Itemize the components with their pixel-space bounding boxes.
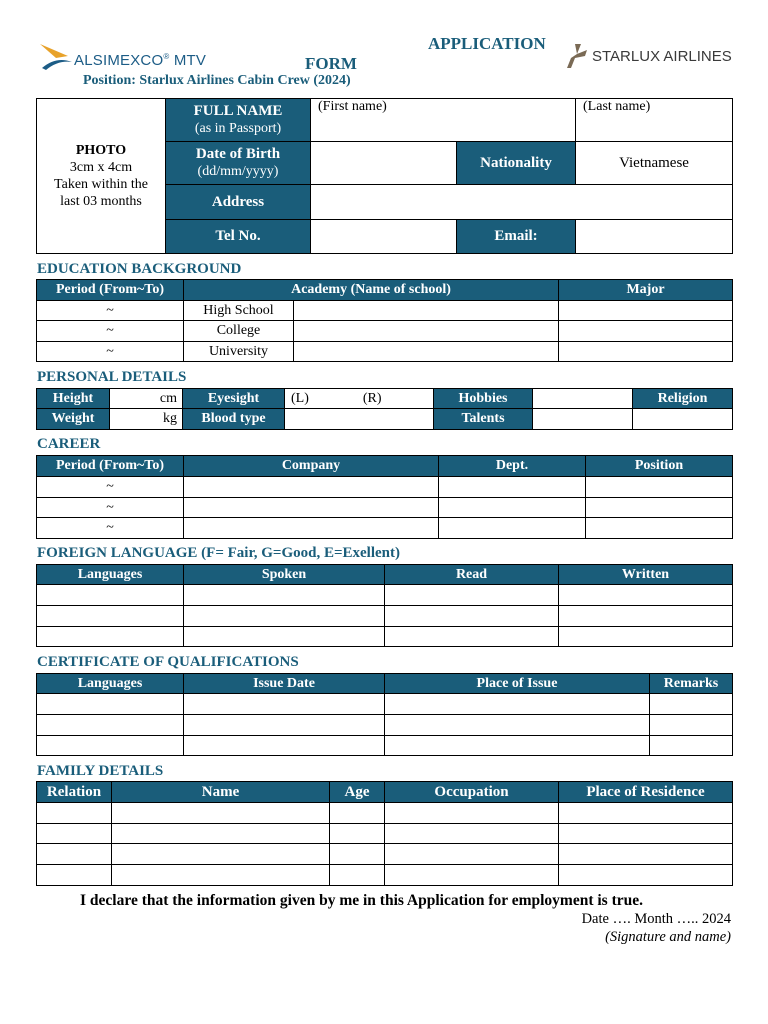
nationality-value[interactable]: Vietnamese bbox=[576, 142, 733, 185]
starlux-star-icon bbox=[567, 44, 589, 68]
language-cell[interactable] bbox=[37, 627, 184, 647]
language-cell[interactable] bbox=[37, 585, 184, 606]
blood-field[interactable] bbox=[285, 409, 434, 430]
alsimexco-logo bbox=[38, 42, 208, 72]
language-row bbox=[37, 606, 733, 627]
family-header-age: Age bbox=[330, 782, 385, 803]
certificate-row bbox=[37, 715, 733, 736]
education-level: High School bbox=[184, 301, 294, 321]
logo-left-name: ALSIMEXCO bbox=[74, 52, 164, 69]
logo-left-mtv: MTV bbox=[173, 52, 207, 69]
talents-field[interactable] bbox=[533, 409, 633, 430]
occupation-cell[interactable] bbox=[385, 844, 559, 865]
family-row bbox=[37, 824, 733, 844]
weight-label: Weight bbox=[37, 409, 110, 430]
last-name-field[interactable] bbox=[576, 99, 733, 142]
education-table bbox=[36, 279, 733, 362]
spoken-cell[interactable] bbox=[184, 627, 385, 647]
written-cell[interactable] bbox=[559, 627, 733, 647]
career-header-company: Company bbox=[184, 456, 439, 477]
read-cell[interactable] bbox=[385, 606, 559, 627]
address-label: Address bbox=[166, 185, 311, 220]
certificate-header-issue-date: Issue Date bbox=[184, 674, 385, 694]
first-name-label: (First name) bbox=[318, 99, 387, 114]
certificate-table bbox=[36, 673, 733, 756]
residence-cell[interactable] bbox=[559, 844, 733, 865]
read-cell[interactable] bbox=[385, 627, 559, 647]
career-dept-field[interactable] bbox=[439, 518, 586, 539]
language-header-languages: Languages bbox=[37, 565, 184, 585]
certificate-header-place: Place of Issue bbox=[385, 674, 650, 694]
career-company-field[interactable] bbox=[184, 518, 439, 539]
last-name-label: (Last name) bbox=[583, 99, 651, 114]
education-period[interactable]: ~ bbox=[37, 301, 184, 321]
place-of-issue-cell[interactable] bbox=[385, 694, 650, 715]
weight-field[interactable] bbox=[110, 409, 183, 430]
date-line: Date …. Month ….. 2024 bbox=[581, 911, 731, 927]
email-label: Email: bbox=[457, 220, 576, 254]
photo-size: 3cm x 4cm bbox=[69, 160, 133, 175]
read-cell[interactable] bbox=[385, 585, 559, 606]
eyesight-field[interactable] bbox=[285, 389, 434, 409]
weight-unit: kg bbox=[163, 411, 177, 426]
education-major-field[interactable] bbox=[559, 342, 733, 362]
issue-date-cell[interactable] bbox=[184, 736, 385, 756]
issue-date-cell[interactable] bbox=[184, 694, 385, 715]
blood-label: Blood type bbox=[183, 409, 285, 430]
language-header-spoken: Spoken bbox=[184, 565, 385, 585]
residence-cell[interactable] bbox=[559, 865, 733, 886]
education-title: EDUCATION BACKGROUND bbox=[37, 261, 242, 277]
relation-cell[interactable] bbox=[37, 865, 112, 886]
name-cell[interactable] bbox=[112, 803, 330, 824]
career-title: CAREER bbox=[37, 436, 101, 452]
eye-left-label: (L) bbox=[291, 390, 309, 406]
language-header-read: Read bbox=[385, 565, 559, 585]
height-label: Height bbox=[37, 389, 110, 409]
logo-left-reg: ® bbox=[163, 52, 170, 61]
family-title: FAMILY DETAILS bbox=[37, 763, 164, 779]
residence-cell[interactable] bbox=[559, 824, 733, 844]
occupation-cell[interactable] bbox=[385, 824, 559, 844]
career-position-field[interactable] bbox=[586, 498, 733, 518]
name-cell[interactable] bbox=[112, 865, 330, 886]
certificate-header-remarks: Remarks bbox=[650, 674, 733, 694]
religion-label: Religion bbox=[633, 389, 733, 409]
education-row bbox=[37, 321, 733, 342]
family-row bbox=[37, 803, 733, 824]
certificate-header-languages: Languages bbox=[37, 674, 184, 694]
photo-cell bbox=[37, 99, 166, 254]
career-row bbox=[37, 518, 733, 539]
eye-right-label: (R) bbox=[362, 390, 382, 406]
eyesight-label: Eyesight bbox=[183, 389, 285, 409]
nationality-label: Nationality bbox=[457, 142, 576, 185]
language-title: FOREIGN LANGUAGE (F= Fair, G=Good, E=Exellent) bbox=[37, 545, 401, 561]
career-header-dept: Dept. bbox=[439, 456, 586, 477]
declaration: I declare that the information given by me in this Application for employment is true. bbox=[80, 892, 644, 909]
position-line: Position: Starlux Airlines Cabin Crew (2024) bbox=[83, 73, 351, 88]
education-school-field[interactable] bbox=[294, 301, 559, 321]
remarks-cell[interactable] bbox=[650, 694, 733, 715]
title-application: APPLICATION bbox=[428, 34, 546, 53]
written-cell[interactable] bbox=[559, 606, 733, 627]
education-header-academy: Academy (Name of school) bbox=[184, 280, 559, 301]
education-school-field[interactable] bbox=[294, 321, 559, 342]
career-company-field[interactable] bbox=[184, 498, 439, 518]
personal-table bbox=[36, 388, 733, 430]
logo-right-name: STARLUX AIRLINES bbox=[592, 48, 732, 65]
name-cell[interactable] bbox=[112, 844, 330, 865]
address-field[interactable] bbox=[311, 185, 733, 220]
name-cell[interactable] bbox=[112, 824, 330, 844]
dob-title: Date of Birth bbox=[195, 146, 281, 162]
career-company-field[interactable] bbox=[184, 477, 439, 498]
certificate-language-cell[interactable] bbox=[37, 715, 184, 736]
place-of-issue-cell[interactable] bbox=[385, 736, 650, 756]
career-position-field[interactable] bbox=[586, 518, 733, 539]
full-name-sub: (as in Passport) bbox=[194, 121, 282, 136]
photo-note2: last 03 months bbox=[60, 194, 142, 209]
email-field[interactable] bbox=[576, 220, 733, 254]
language-table bbox=[36, 564, 733, 647]
issue-date-cell[interactable] bbox=[184, 715, 385, 736]
career-table bbox=[36, 455, 733, 539]
written-cell[interactable] bbox=[559, 585, 733, 606]
family-header-name: Name bbox=[112, 782, 330, 803]
first-name-field[interactable] bbox=[311, 99, 576, 142]
dob-label bbox=[166, 142, 311, 185]
career-row bbox=[37, 498, 733, 518]
relation-cell[interactable] bbox=[37, 824, 112, 844]
education-major-field[interactable] bbox=[559, 321, 733, 342]
tel-field[interactable] bbox=[311, 220, 457, 254]
career-header-period: Period (From~To) bbox=[37, 456, 184, 477]
full-name-label bbox=[166, 99, 311, 142]
language-cell[interactable] bbox=[37, 606, 184, 627]
education-period[interactable]: ~ bbox=[37, 342, 184, 362]
spoken-cell[interactable] bbox=[184, 606, 385, 627]
place-of-issue-cell[interactable] bbox=[385, 715, 650, 736]
family-row bbox=[37, 844, 733, 865]
career-period[interactable]: ~ bbox=[37, 518, 184, 539]
alsimexco-bird-icon bbox=[38, 42, 78, 72]
hobbies-field[interactable] bbox=[533, 389, 633, 409]
age-cell[interactable] bbox=[330, 844, 385, 865]
family-header-occupation: Occupation bbox=[385, 782, 559, 803]
relation-cell[interactable] bbox=[37, 803, 112, 824]
height-field[interactable] bbox=[110, 389, 183, 409]
family-table bbox=[36, 781, 733, 886]
career-period[interactable]: ~ bbox=[37, 498, 184, 518]
education-row bbox=[37, 301, 733, 321]
dob-sub: (dd/mm/yyyy) bbox=[197, 164, 279, 179]
education-row bbox=[37, 342, 733, 362]
remarks-cell[interactable] bbox=[650, 736, 733, 756]
occupation-cell[interactable] bbox=[385, 803, 559, 824]
signature-line: (Signature and name) bbox=[605, 929, 731, 945]
career-header-position: Position bbox=[586, 456, 733, 477]
career-period[interactable]: ~ bbox=[37, 477, 184, 498]
residence-cell[interactable] bbox=[559, 803, 733, 824]
certificate-row bbox=[37, 736, 733, 756]
education-header-major: Major bbox=[559, 280, 733, 301]
language-row bbox=[37, 585, 733, 606]
career-dept-field[interactable] bbox=[439, 477, 586, 498]
education-level: College bbox=[184, 321, 294, 342]
career-row bbox=[37, 477, 733, 498]
hobbies-label: Hobbies bbox=[434, 389, 533, 409]
age-cell[interactable] bbox=[330, 824, 385, 844]
height-unit: cm bbox=[159, 390, 177, 406]
family-header-residence: Place of Residence bbox=[559, 782, 733, 803]
age-cell[interactable] bbox=[330, 803, 385, 824]
photo-title: PHOTO bbox=[75, 143, 127, 158]
info-table bbox=[36, 98, 733, 254]
certificate-language-cell[interactable] bbox=[37, 736, 184, 756]
spoken-cell[interactable] bbox=[184, 585, 385, 606]
education-major-field[interactable] bbox=[559, 301, 733, 321]
education-period[interactable]: ~ bbox=[37, 321, 184, 342]
religion-field[interactable] bbox=[633, 409, 733, 430]
education-header-period: Period (From~To) bbox=[37, 280, 184, 301]
career-dept-field[interactable] bbox=[439, 498, 586, 518]
certificate-row bbox=[37, 694, 733, 715]
personal-title: PERSONAL DETAILS bbox=[37, 369, 187, 385]
career-position-field[interactable] bbox=[586, 477, 733, 498]
remarks-cell[interactable] bbox=[650, 715, 733, 736]
occupation-cell[interactable] bbox=[385, 865, 559, 886]
education-level: University bbox=[184, 342, 294, 362]
certificate-title: CERTIFICATE OF QUALIFICATIONS bbox=[37, 654, 299, 670]
dob-field[interactable] bbox=[311, 142, 457, 185]
tel-label: Tel No. bbox=[166, 220, 311, 254]
talents-label: Talents bbox=[434, 409, 533, 430]
family-row bbox=[37, 865, 733, 886]
family-header-relation: Relation bbox=[37, 782, 112, 803]
education-school-field[interactable] bbox=[294, 342, 559, 362]
starlux-logo bbox=[567, 44, 732, 68]
full-name-title: FULL NAME bbox=[193, 103, 283, 119]
title-form: FORM bbox=[305, 54, 357, 73]
age-cell[interactable] bbox=[330, 865, 385, 886]
certificate-language-cell[interactable] bbox=[37, 694, 184, 715]
relation-cell[interactable] bbox=[37, 844, 112, 865]
language-header-written: Written bbox=[559, 565, 733, 585]
photo-note1: Taken within the bbox=[54, 177, 148, 192]
language-row bbox=[37, 627, 733, 647]
